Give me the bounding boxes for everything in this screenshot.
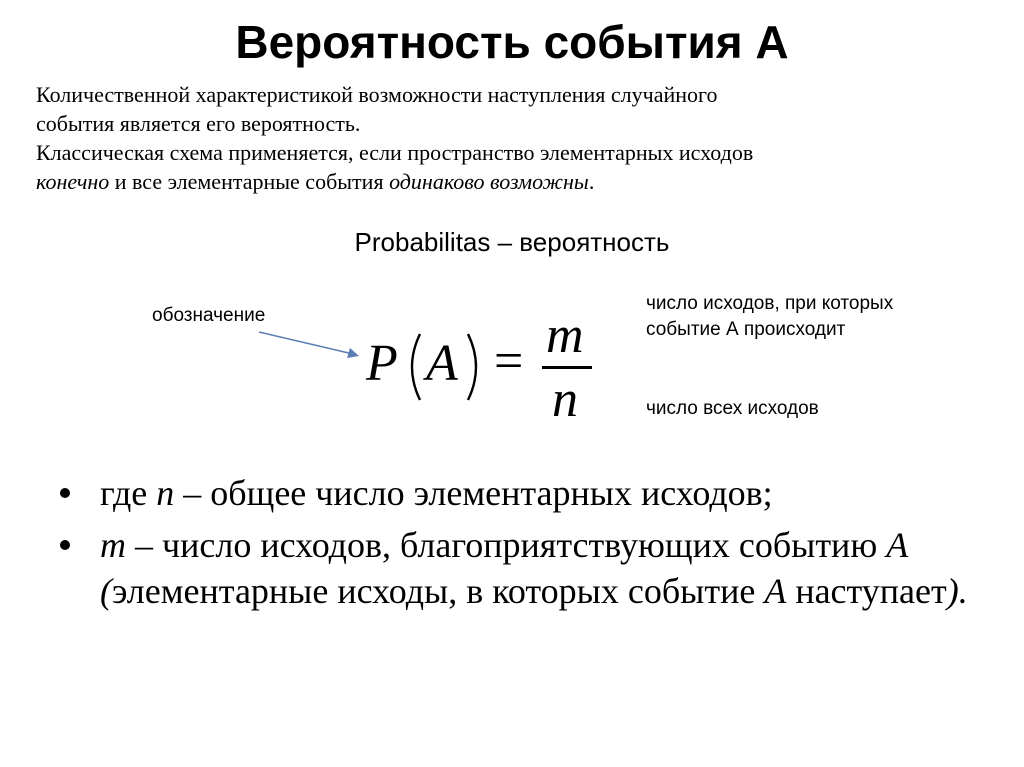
slide-title: Вероятность события А bbox=[235, 16, 789, 68]
bullet-m-end: ). bbox=[946, 571, 968, 611]
bullet-n-var: n bbox=[156, 473, 175, 513]
bullet-m-a2: А bbox=[764, 571, 787, 611]
bullet-list bbox=[60, 470, 990, 620]
formula-a: A bbox=[426, 335, 458, 392]
bullet-m-paren: ( bbox=[100, 571, 112, 611]
numerator-note bbox=[646, 291, 893, 343]
formula-equals: = bbox=[494, 333, 524, 390]
formula-p: P bbox=[366, 335, 398, 392]
bullet-m-text: – число исходов, благоприятствующих событию bbox=[126, 525, 887, 565]
bullet-n-text: – общее число элементарных исходов; bbox=[174, 473, 773, 513]
numerator-note-line-1: число исходов, при которых bbox=[646, 293, 894, 314]
intro-text bbox=[36, 80, 1006, 196]
bullet-m-a: А bbox=[886, 525, 909, 565]
bullet-m bbox=[60, 522, 990, 614]
intro-line-1: Количественной характеристикой возможности наступления случайного bbox=[36, 82, 718, 107]
intro-mid: и все элементарные события bbox=[109, 169, 390, 194]
notation-label: обозначение bbox=[152, 305, 266, 326]
left-paren-icon bbox=[402, 332, 424, 402]
notation-arrow-icon bbox=[255, 328, 365, 362]
bullet-m-text-3: наступает bbox=[786, 571, 947, 611]
intro-finite: конечно bbox=[36, 169, 110, 194]
subtitle: Probabilitas – вероятность bbox=[354, 227, 670, 257]
bullet-dot bbox=[60, 540, 70, 550]
bullet-dot bbox=[60, 488, 70, 498]
intro-line-4 bbox=[36, 167, 1006, 196]
bullet-m-text-2: элементарные исходы, в которых событие bbox=[112, 571, 765, 611]
formula-numerator: m bbox=[546, 307, 584, 364]
fraction-bar bbox=[542, 366, 592, 369]
intro-line-3: Классическая схема применяется, если пространство элементарных исходов bbox=[36, 140, 754, 165]
bullet-m-var: m bbox=[100, 525, 126, 565]
numerator-note-line-2: событие А происходит bbox=[646, 319, 846, 340]
bullet-n bbox=[60, 470, 990, 516]
intro-line-2: события является его вероятность. bbox=[36, 111, 361, 136]
denominator-note: число всех исходов bbox=[646, 398, 819, 419]
right-paren-icon bbox=[464, 332, 486, 402]
probability-formula bbox=[366, 307, 606, 440]
formula-denominator: n bbox=[552, 371, 578, 428]
intro-equally-likely: одинаково возможны bbox=[389, 169, 589, 194]
intro-end: . bbox=[588, 169, 595, 194]
bullet-n-pre: где bbox=[100, 473, 157, 513]
